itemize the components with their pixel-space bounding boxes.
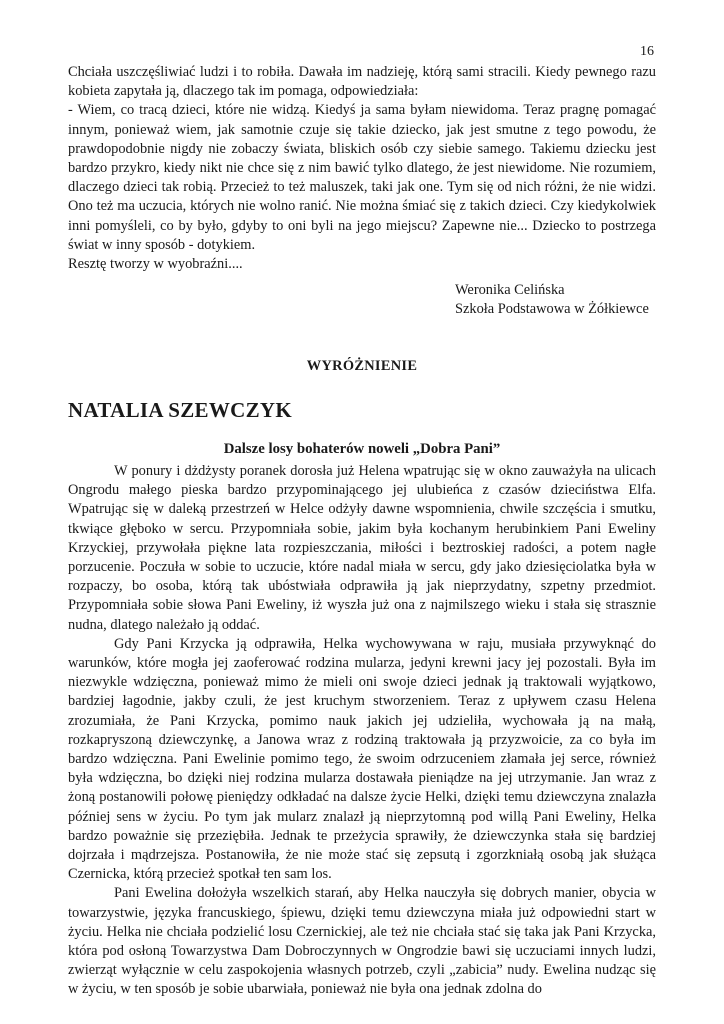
story-paragraph: Gdy Pani Krzycka ją odprawiła, Helka wychowywana w raju, musiała przywyknąć do warunków, które mogła jej zaoferować rodzina mularza, jedyni krewni jacy jej pozostali. Była im niezwykle wdzięczna, ponieważ mimo że mieli oni swoje dzieci jednak ją traktowali wyjątkowo, bardziej łagodnie, jakby czuli, że jest kruchym stworzeniem. Teraz z upływem czasu Helena zrozumiała, że Pani Krzycka, pomimo nauk jakich jej udzieliła, wychowała ją na małą, rozkapryszoną dziewczynkę, a Janowa wraz z rodziną traktowała ją przyzwoicie, za co była im bardzo wdzięczna. Pani Ewelinie pomimo tego, że swoim odrzuceniem złamała jej serce, również była wdzięczna, bo dzięki niej rodzina mularza dostawała pieniądze na jej utrzymanie. Jan wraz z żoną postanowili połowę pieniędzy odkładać na dalsze życie Helki, dzięki temu dziewczyna znalazła później sens w życiu. Po tym jak mularz znalazł ją nieprzytomną pod willą Pani Eweliny, Helka bardzo poważnie się przeziębiła. Jednak te przeżycia sprawiły, że dziewczynka stała się bardziej dojrzała i mądrzejsza. Postanowiła, że nie może stać się zepsutą i zgorzkniałą osobą jak służąca Czernicka, którą przecież spotkał ten sam los. [68, 635, 656, 883]
work-title: Dalsze losy bohaterów noweli „Dobra Pani” [223, 441, 501, 457]
signature-block [455, 281, 649, 319]
page-number: 16 [640, 44, 654, 59]
signature-name: Weronika Celińska [455, 282, 565, 298]
closing-line: Resztę tworzy w wyobraźni.... [68, 256, 243, 273]
signature-school: Szkoła Podstawowa w Żółkiewce [455, 301, 649, 318]
paragraph: - Wiem, co tracą dzieci, które nie widzą. Kiedyś ja sama byłam niewidoma. Teraz pragnę pomagać innym, ponieważ wiem, jak samotnie czuje się takie dziecko, jak jest smutne z tego powodu, że prawdopodobnie nigdy nie zobaczy świata, bliskich osób czy siebie samego. Takiemu dziecku jest bardzo przykro, kiedy nikt nie chce się z nim bawić tylko dlatego, że jest niewidome. Nie rozumiem, dlaczego dzieci tak robią. Przecież to też maluszek, taki jak one. Tym się od nich różni, że nie widzi. Ono też ma uczucia, których nie wolno ranić. Nie można śmiać się z takich dzieci. Czy kiedykolwiek inni pomyśleli, co by było, gdyby to oni byli na jego miejscu? Zapewne nie... Dziecko to postrzega świat w inny sposób - dotykiem. [68, 102, 656, 253]
story-paragraph: Pani Ewelina dołożyła wszelkich starań, aby Helka nauczyła się dobrych manier, obycia w towarzystwie, języka francuskiego, śpiewu, dzięki temu dziewczyna miała już odpowiedni start w życiu. Helka nie chciała podzielić losu Czernickiej, ale też nie chciała stać się taka jak Pani Krzycka, która pod osłoną Towarzystwa Dam Dobroczynnych w Ongrodzie bawi się uczuciami innych ludzi, zwierząt wyłącznie w celu zaspokojenia własnych potrzeb, czyli „zabicia” nudy. Ewelina nudząc się w życiu, w ten sposób je sobie ubarwiała, ponieważ nie była ona jednak zdolna do [68, 885, 656, 998]
story-body [68, 462, 656, 1000]
story-paragraph: W ponury i dżdżysty poranek dorosła już Helena wpatrując się w okno zauważyła na ulicach Ongrodu małego pieska bardzo przypominającego jej ulubieńca z czasów dzieciństwa Elfa. Wpatrując się w daleką przestrzeń w Helce odżyły dawne wspomnienia, chwile szczęścia i smutku, tkwiące głęboko w sercu. Przypomniała sobie, jakim była kochanym herubinkiem Pani Eweliny Krzyckiej, przywołała piękne lata rozpieszczania, miłości i beztroskiej radości, a potem nagłe porzucenie. Poczuła w sobie to uczucie, które nadal miała w sercu, gdy jako dziesięciolatka była w rozpaczy, bo osoba, którą tak ubóstwiała odprawiła ją jak nieprzydatny, szpetny przedmiot. Przypomniała sobie słowa Pani Eweliny, iż wyszła już ona z najmilszego wieku i stała się strasznie nudna, dlatego należało ją oddać. [68, 463, 656, 633]
author-name: NATALIA SZEWCZYK [68, 398, 292, 422]
award-heading: WYRÓŻNIENIE [306, 358, 418, 374]
paragraph: Chciała uszczęśliwiać ludzi i to robiła. Dawała im nadzieję, którą sami stracili. Kiedy pewnego razu kobieta zapytała ją, dlaczego tak im pomaga, odpowiedziała: [68, 64, 656, 100]
previous-essay-ending [68, 63, 656, 274]
